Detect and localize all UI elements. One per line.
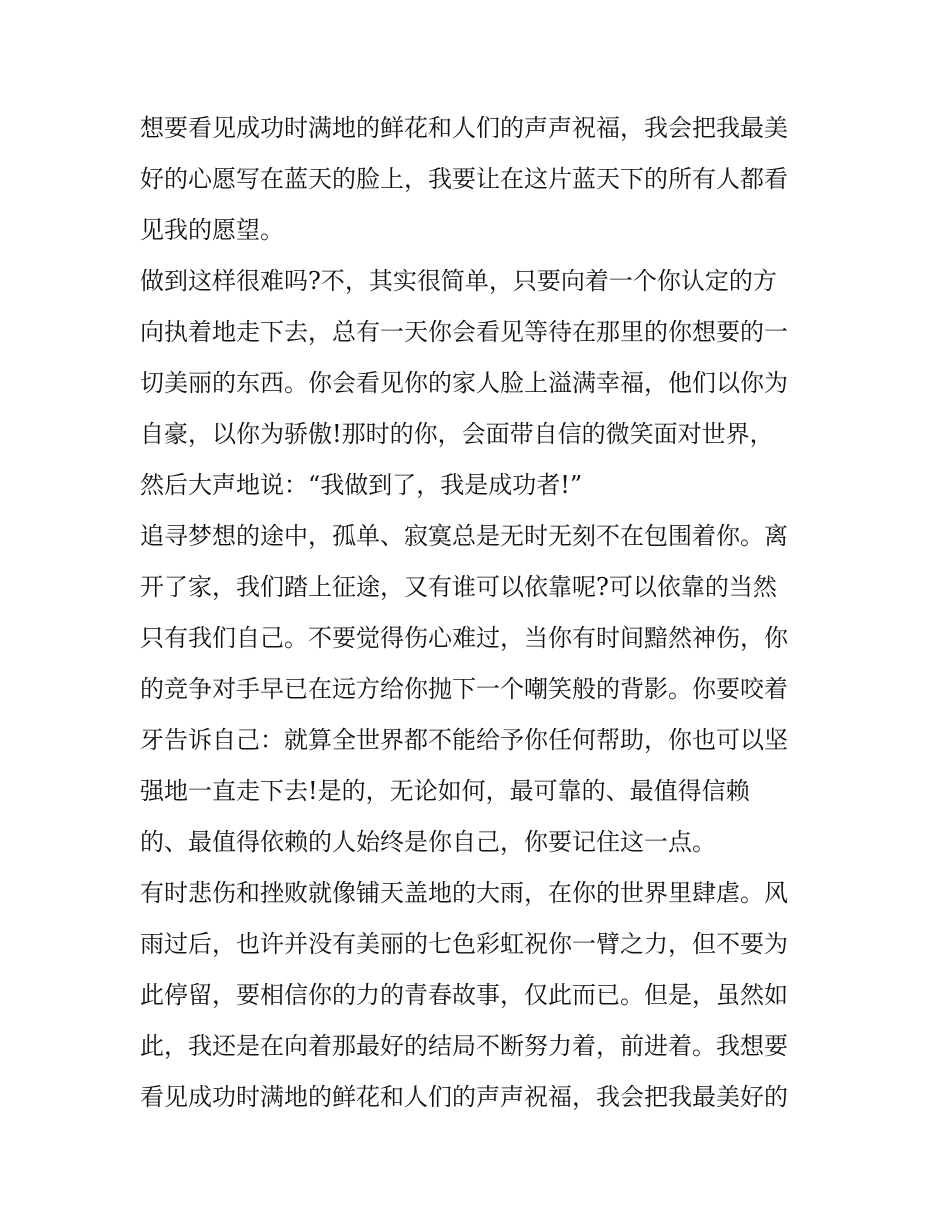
text-line: 此，我还是在向着那最好的结局不断努力着，前进着。我想要 (140, 1032, 788, 1060)
text-line: 开了家，我们踏上征途，又有谁可以依靠呢?可以依靠的当然 (140, 573, 777, 601)
text-line: 追寻梦想的途中，孤单、寂寞总是无时无刻不在包围着你。离 (140, 522, 788, 550)
text-line: 自豪，以你为骄傲!那时的你，会面带自信的微笑面对世界， (140, 420, 774, 448)
text-line: 见我的愿望。 (140, 216, 284, 244)
text-line: 向执着地走下去，总有一天你会看见等待在那里的你想要的一 (140, 318, 788, 346)
text-line: 看见成功时满地的鲜花和人们的声声祝福，我会把我最美好的 (140, 1083, 788, 1111)
text-line: 切美丽的东西。你会看见你的家人脸上溢满幸福，他们以你为 (140, 369, 788, 397)
text-line: 的、最值得依赖的人始终是你自己，你要记住这一点。 (140, 828, 716, 856)
text-line: 然后大声地说：“我做到了，我是成功者!” (140, 471, 583, 499)
text-line: 此停留，要相信你的力的青春故事，仅此而已。但是，虽然如 (140, 981, 788, 1009)
text-line: 的竞争对手早已在远方给你抛下一个嘲笑般的背影。你要咬着 (140, 675, 788, 703)
text-line: 牙告诉自己：就算全世界都不能给予你任何帮助，你也可以坚 (140, 726, 788, 754)
text-line: 好的心愿写在蓝天的脸上，我要让在这片蓝天下的所有人都看 (140, 165, 788, 193)
text-line: 想要看见成功时满地的鲜花和人们的声声祝福，我会把我最美 (140, 114, 788, 142)
text-line: 雨过后，也许并没有美丽的七色彩虹祝你一臂之力，但不要为 (140, 930, 788, 958)
text-line: 只有我们自己。不要觉得伤心难过，当你有时间黯然神伤，你 (140, 624, 788, 652)
text-line: 强地一直走下去!是的，无论如何，最可靠的、最值得信赖 (140, 777, 750, 805)
body-text (140, 103, 820, 1123)
text-line: 有时悲伤和挫败就像铺天盖地的大雨，在你的世界里肆虐。风 (140, 879, 788, 907)
text-line: 做到这样很难吗?不，其实很简单，只要向着一个你认定的方 (140, 267, 777, 295)
